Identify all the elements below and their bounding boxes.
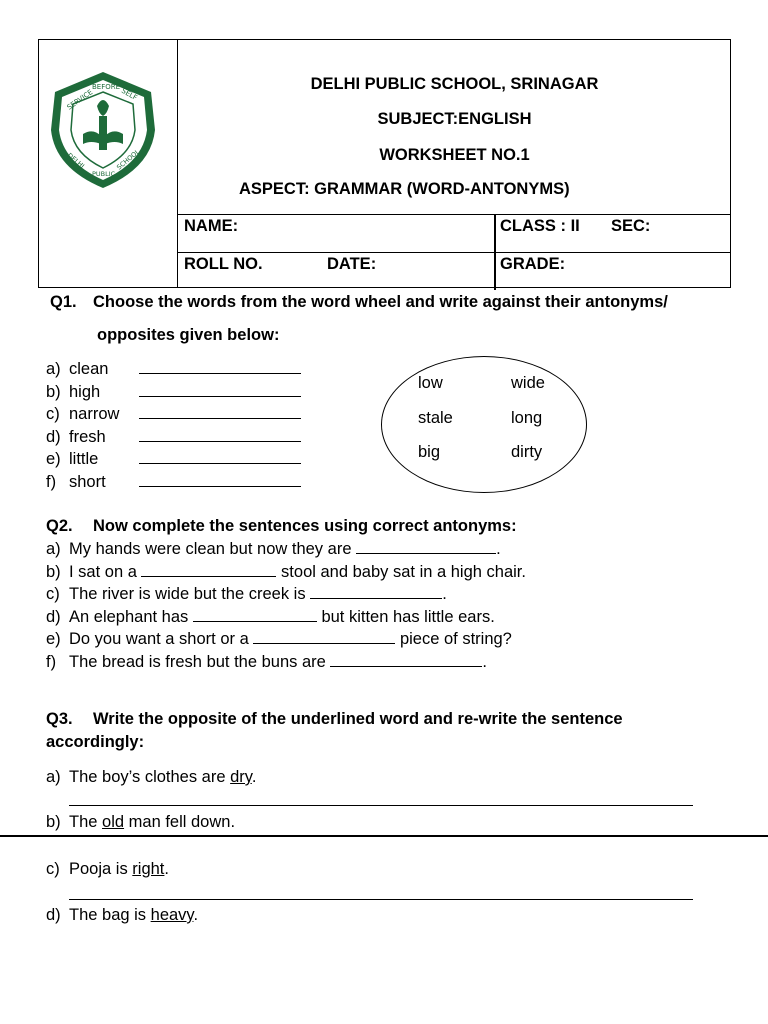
answer-blank[interactable] xyxy=(310,585,442,599)
answer-blank[interactable] xyxy=(139,405,301,419)
q3-number: Q3. xyxy=(46,710,73,728)
wheel-word-low: low xyxy=(418,374,443,392)
answer-blank[interactable] xyxy=(356,540,496,554)
q1-number: Q1. xyxy=(50,293,77,311)
word-wheel xyxy=(381,356,587,493)
wheel-word-dirty: dirty xyxy=(511,443,543,461)
answer-blank[interactable] xyxy=(139,450,301,464)
q1-item-c: c) narrow xyxy=(46,405,301,424)
answer-blank[interactable] xyxy=(139,383,301,397)
q1-item-d: d) fresh xyxy=(46,428,301,447)
wheel-word-long: long xyxy=(511,409,543,427)
answer-blank[interactable] xyxy=(330,653,482,667)
underlined-word: dry xyxy=(230,768,252,786)
q2-text: Now complete the sentences using correct antonyms: xyxy=(93,517,517,535)
logo-motto-3: SELF xyxy=(120,86,139,103)
answer-blank[interactable] xyxy=(193,608,317,622)
q3-text-line1: Write the opposite of the underlined word and re-write the sentence xyxy=(93,710,623,728)
aspect-title: ASPECT: GRAMMAR (WORD-ANTONYMS) xyxy=(239,180,570,198)
wheel-word-wide: wide xyxy=(511,374,545,392)
name-field-label: NAME: xyxy=(184,217,239,235)
grade-field-label: GRADE: xyxy=(500,255,566,273)
subject-title: SUBJECT:ENGLISH xyxy=(377,110,532,128)
logo-cell xyxy=(39,40,178,288)
underlined-word: old xyxy=(102,813,125,831)
logo-motto-2: BEFORE xyxy=(92,83,121,91)
underlined-word: right xyxy=(132,860,165,878)
info-row-1 xyxy=(178,215,731,252)
q1-item-e: e) little xyxy=(46,450,301,469)
q3-item-b: b) The old man fell down. xyxy=(46,813,236,831)
logo-bottom-2: PUBLIC xyxy=(92,170,116,178)
logo-motto-1: SERVICE xyxy=(65,88,95,112)
answer-blank[interactable] xyxy=(141,563,276,577)
wheel-word-stale: stale xyxy=(418,409,453,427)
q3-item-d: d) The bag is heavy. xyxy=(46,906,199,924)
logo-bottom-3: SCHOOL xyxy=(115,147,142,172)
date-field-label: DATE: xyxy=(327,255,377,273)
wheel-word-big: big xyxy=(418,443,441,461)
student-info-grid xyxy=(178,214,731,288)
school-name: DELHI PUBLIC SCHOOL, SRINAGAR xyxy=(310,75,599,93)
answer-line-c[interactable] xyxy=(69,899,693,900)
roll-field-label: ROLL NO. xyxy=(184,255,263,273)
q2-item-d: d) An elephant has but kitten has little ears. xyxy=(46,608,495,626)
q2-item-b: b) I sat on a stool and baby sat in a high chair. xyxy=(46,563,526,581)
worksheet-header xyxy=(38,39,731,288)
underlined-word: heavy xyxy=(150,906,194,924)
logo-bottom-1: DELHI xyxy=(65,151,86,171)
q2-item-f: f) The bread is fresh but the buns are . xyxy=(46,653,487,671)
q2-item-a: a) My hands were clean but now they are . xyxy=(46,540,501,558)
q1-text-line1: Choose the words from the word wheel and write against their antonyms/ xyxy=(93,293,668,311)
class-field-label: CLASS : II xyxy=(500,217,580,235)
answer-line-b[interactable] xyxy=(0,835,768,837)
answer-blank[interactable] xyxy=(253,630,395,644)
school-emblem-torch-icon xyxy=(47,70,159,190)
sec-field-label: SEC: xyxy=(611,217,651,235)
q1-item-a: a) clean xyxy=(46,360,301,379)
q3-item-a: a) The boy’s clothes are dry. xyxy=(46,768,257,786)
answer-blank[interactable] xyxy=(139,360,301,374)
info-row-2 xyxy=(178,252,731,289)
q1-item-f: f) short xyxy=(46,473,301,492)
worksheet-number: WORKSHEET NO.1 xyxy=(379,146,530,164)
q2-item-c: c) The river is wide but the creek is . xyxy=(46,585,447,603)
q2-item-e: e) Do you want a short or a piece of string? xyxy=(46,630,512,648)
answer-blank[interactable] xyxy=(139,473,301,487)
q3-text-line2: accordingly: xyxy=(46,733,145,751)
answer-blank[interactable] xyxy=(139,428,301,442)
q1-item-b: b) high xyxy=(46,383,301,402)
q3-item-c: c) Pooja is right. xyxy=(46,860,169,878)
q1-text-line2: opposites given below: xyxy=(97,326,280,344)
answer-line-a[interactable] xyxy=(69,805,693,806)
q2-number: Q2. xyxy=(46,517,73,535)
